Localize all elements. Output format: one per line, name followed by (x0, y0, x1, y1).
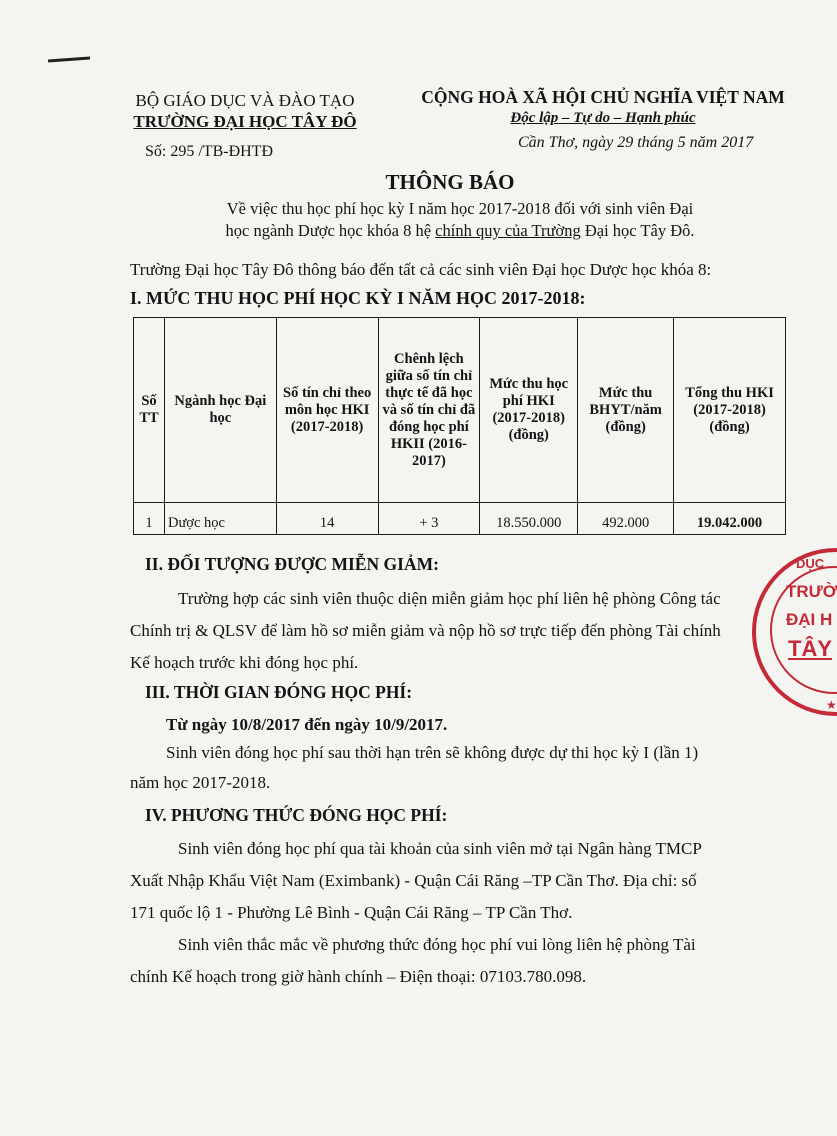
fee-table (133, 317, 786, 535)
table-header-row (134, 318, 786, 503)
section-3-line-2: năm học 2017-2018. (130, 773, 271, 792)
document-number: Số: 295 /TB-ĐHTĐ (145, 143, 273, 160)
header-left (130, 90, 360, 132)
col-header-insurance: Mức thu BHYT/năm (đồng) (578, 318, 674, 503)
col-header-stt: Số TT (134, 318, 165, 503)
national-motto: Độc lập – Tự do – Hạnh phúc (510, 110, 696, 126)
col-header-total: Tổng thu HKI (2017-2018) (đồng) (674, 318, 786, 503)
section-4-p1-line-3: 171 quốc lộ 1 - Phường Lê Bình - Quận Cái Răng – TP Cần Thơ. (130, 903, 573, 922)
seal-line-3: TÂY (788, 636, 832, 661)
section-4-p2-line-1: Sinh viên thắc mắc về phương thức đóng học phí vui lòng liên hệ phòng Tài (178, 935, 696, 954)
seal-star-icon: ★ (826, 698, 837, 712)
cell-stt: 1 (134, 503, 165, 535)
pen-mark (48, 57, 90, 63)
cell-credits: 14 (276, 503, 378, 535)
intro-text: Trường Đại học Tây Đô thông báo đến tất cả các sinh viên Đại học Dược học khóa 8: (130, 260, 712, 279)
section-4-heading: IV. PHƯƠNG THỨC ĐÓNG HỌC PHÍ: (145, 805, 448, 825)
country-name: CỘNG HOÀ XÃ HỘI CHỦ NGHĨA VIỆT NAM (421, 87, 785, 107)
cell-major: Dược học (164, 503, 276, 535)
seal-line-2: ĐẠI H (786, 610, 833, 629)
subtitle-text: học ngành Dược học khóa 8 hệ (225, 221, 436, 240)
header-right (418, 86, 788, 128)
table-row (134, 503, 786, 535)
document-date: Cần Thơ, ngày 29 tháng 5 năm 2017 (518, 134, 754, 151)
section-3-line-1: Sinh viên đóng học phí sau thời hạn trên sẽ không được dự thi học kỳ I (lần 1) (166, 743, 699, 762)
col-header-credits: Số tín chỉ theo môn học HKI (2017-2018) (276, 318, 378, 503)
seal-line-1: TRƯỜ (786, 582, 837, 601)
subtitle-end: Đại học Tây Đô. (580, 221, 695, 240)
payment-period: Từ ngày 10/8/2017 đến ngày 10/9/2017. (166, 715, 448, 734)
document-subtitle (140, 198, 780, 242)
section-2-line-1: Trường hợp các sinh viên thuộc diện miễn giảm học phí liên hệ phòng Công tác (178, 589, 721, 608)
section-1-heading: I. MỨC THU HỌC PHÍ HỌC KỲ I NĂM HỌC 2017-2018: (130, 288, 586, 308)
section-3-heading: III. THỜI GIAN ĐÓNG HỌC PHÍ: (145, 682, 413, 702)
document-title: THÔNG BÁO (385, 170, 515, 194)
cell-credit-difference: + 3 (378, 503, 480, 535)
col-header-credit-difference: Chênh lệch giữa số tín chỉ thực tế đã học và số tín chỉ đã đóng học phí HKII (2016-2017) (378, 318, 480, 503)
col-header-major: Ngành học Đại học (164, 318, 276, 503)
subtitle-line-1: Về việc thu học phí học kỳ I năm học 2017-2018 đối với sinh viên Đại (226, 199, 694, 218)
section-2-line-2: Chính trị & QLSV để làm hồ sơ miễn giảm và nộp hồ sơ trực tiếp đến phòng Tài chính (130, 621, 721, 640)
university-seal (752, 548, 837, 716)
cell-total: 19.042.000 (674, 503, 786, 535)
section-4-p1-line-2: Xuất Nhập Khẩu Việt Nam (Eximbank) - Quận Cái Răng –TP Cần Thơ. Địa chỉ: số (130, 871, 697, 890)
section-4-p1-line-1: Sinh viên đóng học phí qua tài khoản của sinh viên mở tại Ngân hàng TMCP (178, 839, 702, 858)
cell-tuition: 18.550.000 (480, 503, 578, 535)
col-header-tuition: Mức thu học phí HKI (2017-2018) (đồng) (480, 318, 578, 503)
ministry-name: BỘ GIÁO DỤC VÀ ĐÀO TẠO (135, 91, 355, 110)
seal-arc-text: DỤC (796, 556, 825, 571)
section-2-line-3: Kế hoạch trước khi đóng học phí. (130, 653, 359, 672)
section-4-p2-line-2: chính Kế hoạch trong giờ hành chính – Điện thoại: 07103.780.098. (130, 967, 587, 986)
section-2-heading: II. ĐỐI TƯỢNG ĐƯỢC MIỄN GIẢM: (145, 554, 439, 574)
cell-insurance: 492.000 (578, 503, 674, 535)
subtitle-line-2 (140, 220, 780, 242)
university-name: TRƯỜNG ĐẠI HỌC TÂY ĐÔ (133, 112, 357, 131)
subtitle-underlined: chính quy của Trường (435, 221, 581, 240)
